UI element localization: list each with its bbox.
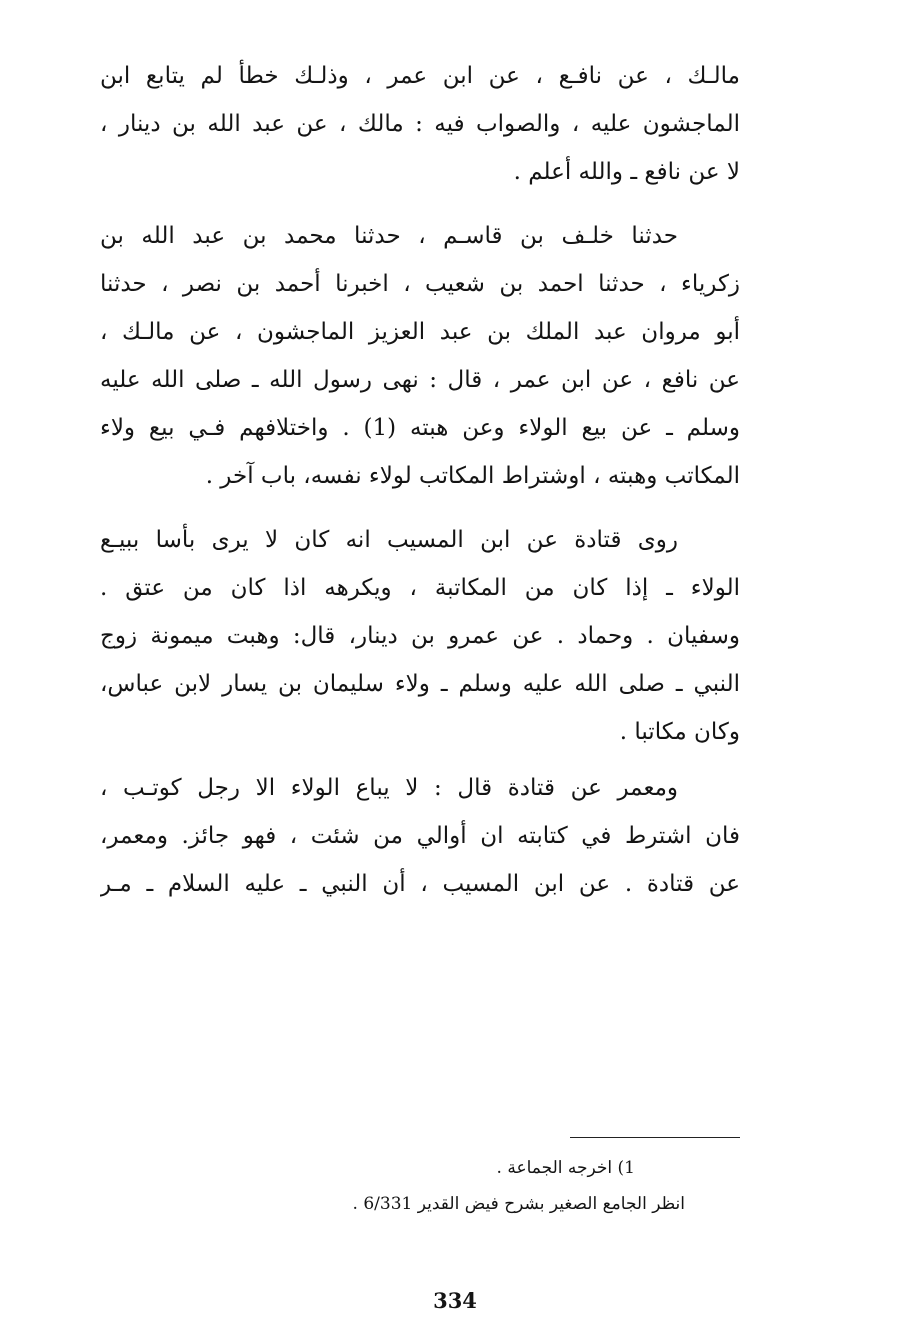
text-line: أبو مروان عبد الملك بن عبد العزيز الماجشون ، عن مالـك ، [100, 319, 740, 345]
text-line: مالـك ، عن نافـع ، عن ابن عمر ، وذلـك خطأ لم يتابع ابن [100, 63, 740, 89]
page-number: 334 [433, 1288, 477, 1313]
footnote-line: انظر الجامع الصغير بشرح فيض القدير 6/331 . [352, 1194, 685, 1214]
text-line: عن قتادة . عن ابن المسيب ، أن النبي ـ عليه السلام ـ مـر [100, 871, 740, 897]
text-line: ومعمر عن قتادة قال : لا يباع الولاء الا رجل كوتـب ، [100, 775, 678, 801]
footnote-divider [570, 1137, 740, 1138]
text-line: وكان مكاتبا . [619, 719, 740, 745]
text-line: النبي ـ صلى الله عليه وسلم ـ ولاء سليمان بن يسار لابن عباس، [100, 671, 740, 697]
text-line: عن نافع ، عن ابن عمر ، قال : نهى رسول الله ـ صلى الله عليه [100, 367, 740, 393]
text-line: روى قتادة عن ابن المسيب انه كان لا يرى بأسا ببيـع [100, 527, 678, 553]
text-line: لا عن نافع ـ والله أعلم . [513, 159, 740, 185]
paragraph-4 [100, 764, 740, 908]
text-line: الماجشون عليه ، والصواب فيه : مالك ، عن عبد الله بن دينار ، [100, 111, 740, 137]
paragraph-2 [100, 212, 740, 500]
text-line: حدثنا خلـف بن قاسـم ، حدثنا محمد بن عبد الله بن [100, 223, 678, 249]
text-line: زكرياء ، حدثنا احمد بن شعيب ، اخبرنا أحمد بن نصر ، حدثنا [100, 271, 740, 297]
footnotes [240, 1150, 685, 1222]
text-line: وسلم ـ عن بيع الولاء وعن هبته (1) . واختلافهم فـي بيع ولاء [100, 415, 740, 441]
footnote-line: 1) اخرجه الجماعة . [496, 1158, 635, 1178]
text-line: الولاء ـ إذا كان من المكاتبة ، ويكرهه اذا كان من عتق . [100, 575, 740, 601]
text-line: المكاتب وهبته ، اوشتراط المكاتب لولاء نفسه، باب آخر . [205, 463, 740, 489]
paragraph-1 [100, 52, 740, 196]
text-line: فان اشترط في كتابته ان أوالي من شئت ، فهو جائز. ومعمر، [100, 823, 740, 849]
paragraph-3 [100, 516, 740, 756]
text-line: وسفيان . وحماد . عن عمرو بن دينار، قال: وهبت ميمونة زوج [100, 623, 740, 649]
